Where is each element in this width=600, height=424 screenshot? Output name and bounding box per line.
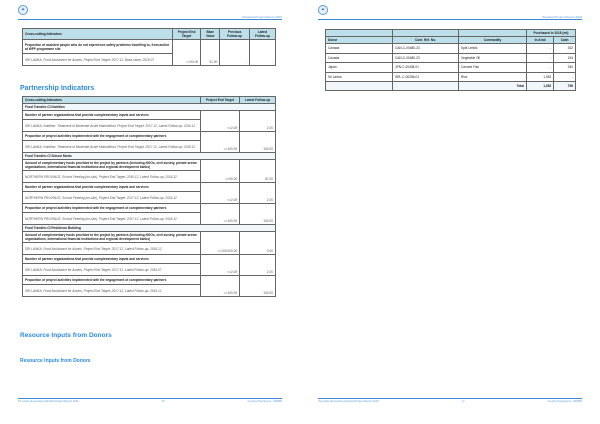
footer-right: Country Programme - 200866: [547, 400, 582, 403]
target-value: >=2.00: [201, 255, 240, 276]
wfp-logo-icon: ✦: [318, 5, 328, 15]
cell-value: -: [249, 40, 275, 66]
indicator-question: Proportion of project activities implemented with the engagement of complementary partners: [23, 132, 201, 141]
footer-left: Sri Lanka, Resourcing Standard Project Report 2016: [318, 400, 379, 403]
table-row: [326, 63, 576, 73]
indicator-question: Proportion of project activities implemented with the engagement of complementary partners: [23, 276, 201, 285]
indicator-detail: NORTHERN PROVINCE, School Feeding (on-site), Project End Target: 2017.12, Latest Follow-up: 2016.12: [23, 192, 201, 204]
cell: Canada: [326, 53, 393, 63]
cell: 1,053: [527, 72, 554, 82]
indicator-detail: NORTHERN PROVINCE, School Feeding (on-site), Project End Target: 2017.12, Latest Follow-up: 2016.12: [23, 213, 201, 225]
cell-value: -: [220, 40, 250, 66]
indicator-detail: SRI LANKA, Food Assistance for Assets, Project End Target: 2017.12, Latest Follow-up: 2016.07: [23, 264, 201, 276]
partnership-table: [22, 96, 276, 297]
indicator-question: Proportion of assisted people who do not experience safety problems travelling to, from and/or at WFP programme site: [23, 40, 173, 54]
section-heading: Resource Inputs from Donors: [20, 332, 112, 339]
report-title: Standard Project Report 2016: [242, 15, 282, 19]
table-row: [23, 132, 276, 141]
indicator-detail: SRI LANKA, Nutrition: Treatment of Moderate Acute Malnutrition, Project End Target: 2017.12, Latest Follow-up: 2016.12: [23, 141, 201, 153]
page-right: [300, 0, 600, 424]
cell: Sri Lanka: [326, 72, 393, 82]
target-value: >=2.00: [201, 183, 240, 204]
indicator-detail: SRI LANKA, Nutrition: Treatment of Moderate Acute Malnutrition, Project End Target: 2017.12, Latest Follow-up: 2016.12: [23, 120, 201, 132]
target-value: >=100.00: [201, 276, 240, 297]
cell-value: 91.00: [201, 40, 220, 66]
cell-value: >=90.00: [173, 40, 201, 66]
cross-cutting-table: [22, 28, 276, 66]
target-value: >=100.00: [201, 204, 240, 225]
table-row: [23, 232, 276, 243]
cell: 340: [554, 63, 576, 73]
table-row: [23, 111, 276, 120]
col-header: In-Kind: [527, 37, 554, 44]
group-header: Purchased in 2016 (mt): [527, 30, 576, 37]
table-row: [23, 160, 276, 171]
table-row: [326, 44, 576, 54]
indicator-question: Amount of complementary funds provided to the project by partners (including NGOs, civil society, private sector organizations, international financial institutions and regional development banks): [23, 232, 201, 243]
cell: -: [554, 72, 576, 82]
col-header: Donor: [326, 37, 393, 44]
section-name: Food Transfer-CI School Meals: [23, 153, 276, 160]
indicator-question: Amount of complementary funds provided to the project by partners (including NGOs, civil society, private sector organizations, international financial institutions and regional development banks): [23, 160, 201, 171]
col-header: Latest Follow-up: [240, 97, 276, 104]
header-divider: [18, 19, 282, 20]
target-value: >=90.00: [201, 160, 240, 183]
cell: -: [527, 63, 554, 73]
indicator-question: Number of partner organizations that provide complementary inputs and services: [23, 255, 201, 264]
total-label: Total: [459, 82, 527, 91]
col-header: Cont. Ref. No.: [393, 37, 459, 44]
cell: 262: [554, 44, 576, 54]
followup-value: 2.00: [240, 255, 276, 276]
section-name: Food Transfer-CI Resilience Building: [23, 225, 276, 232]
section-row: [23, 104, 276, 111]
page-number: 16: [161, 400, 165, 403]
indicator-question: Proportion of project activities implemented with the engagement of complementary partners: [23, 204, 201, 213]
col-header: Cash: [554, 37, 576, 44]
target-value: >=100,000.00: [201, 232, 240, 255]
table-row: [326, 72, 576, 82]
total-inkind: 1,053: [527, 82, 554, 91]
col-header: Project End Target: [173, 29, 201, 40]
wfp-logo-icon: ✦: [18, 5, 28, 15]
cell: Canned Fish: [459, 63, 527, 73]
followup-value: 0.00: [240, 232, 276, 255]
cell: JPN-C-00408-01: [393, 63, 459, 73]
followup-value: 87.00: [240, 160, 276, 183]
section-name: Food Transfer-CI Nutrition: [23, 104, 276, 111]
col-header: Base Value: [201, 29, 220, 40]
followup-value: 2.00: [240, 183, 276, 204]
table-row: [326, 53, 576, 63]
footer: [18, 398, 282, 403]
indicator-question: Number of partner organizations that provide complementary inputs and services: [23, 183, 201, 192]
table-row: [23, 255, 276, 264]
table-row: [23, 204, 276, 213]
cell: -: [527, 44, 554, 54]
followup-value: 100.00: [240, 276, 276, 297]
target-value: >=2.00: [201, 111, 240, 132]
footer: [318, 398, 582, 403]
col-header: Previous Follow-up: [220, 29, 250, 40]
section-title: Partnership Indicators: [20, 85, 95, 92]
cell: CAN-C-00480-23: [393, 53, 459, 63]
cell: Vegetable Oil: [459, 53, 527, 63]
indicator-detail: SRI LANKA, Food Assistance for Assets, Project End Target: 2017.12, Latest Follow-up: 2016.12: [23, 285, 201, 297]
total-row: [326, 82, 576, 91]
followup-value: 2.00: [240, 111, 276, 132]
indicator-detail: NORTHERN PROVINCE, School Feeding (on-site), Project End Target: 2016.12, Latest Follow-up: 2016.12: [23, 171, 201, 183]
subsection-heading: Resource Inputs from Donors: [20, 358, 91, 364]
donor-table: [325, 29, 576, 91]
cell: SRL-C-00286-01: [393, 72, 459, 82]
section-row: [23, 153, 276, 160]
col-header: Latest Follow-up: [249, 29, 275, 40]
table-row: [23, 183, 276, 192]
followup-value: 100.00: [240, 204, 276, 225]
cell: Canada: [326, 44, 393, 54]
col-header: Cross-cutting Indicators: [23, 29, 173, 40]
cell: Rice: [459, 72, 527, 82]
indicator-detail: SRI LANKA, Food Assistance for Assets, Project End Target: 2017.12, Latest Follow-up: 2016.12: [23, 243, 201, 255]
cell: 154: [554, 53, 576, 63]
cell: Japan: [326, 63, 393, 73]
indicator-detail: SRI LANKA, Food Assistance for Assets, Project End Target: 2017.12, Base value: 2016.07: [23, 54, 173, 66]
col-header: Cross-cutting Indicators: [23, 97, 201, 104]
report-title: Standard Project Report 2016: [542, 15, 582, 19]
table-row: [23, 276, 276, 285]
header-divider: [318, 19, 582, 20]
target-value: >=100.00: [201, 132, 240, 153]
cell: CAN-C-00480-23: [393, 44, 459, 54]
section-row: [23, 225, 276, 232]
indicator-question: Number of partner organizations that provide complementary inputs and services: [23, 111, 201, 120]
footer-left: Sri Lanka, Resourcing Standard Project Report 2016: [18, 400, 79, 403]
footer-right: Country Programme - 200866: [247, 400, 282, 403]
page-number: 17: [461, 400, 465, 403]
total-cash: 756: [554, 82, 576, 91]
col-header: Project End Target: [201, 97, 240, 104]
col-header: Commodity: [459, 37, 527, 44]
followup-value: 100.00: [240, 132, 276, 153]
cell: Split Lentils: [459, 44, 527, 54]
cell: -: [527, 53, 554, 63]
